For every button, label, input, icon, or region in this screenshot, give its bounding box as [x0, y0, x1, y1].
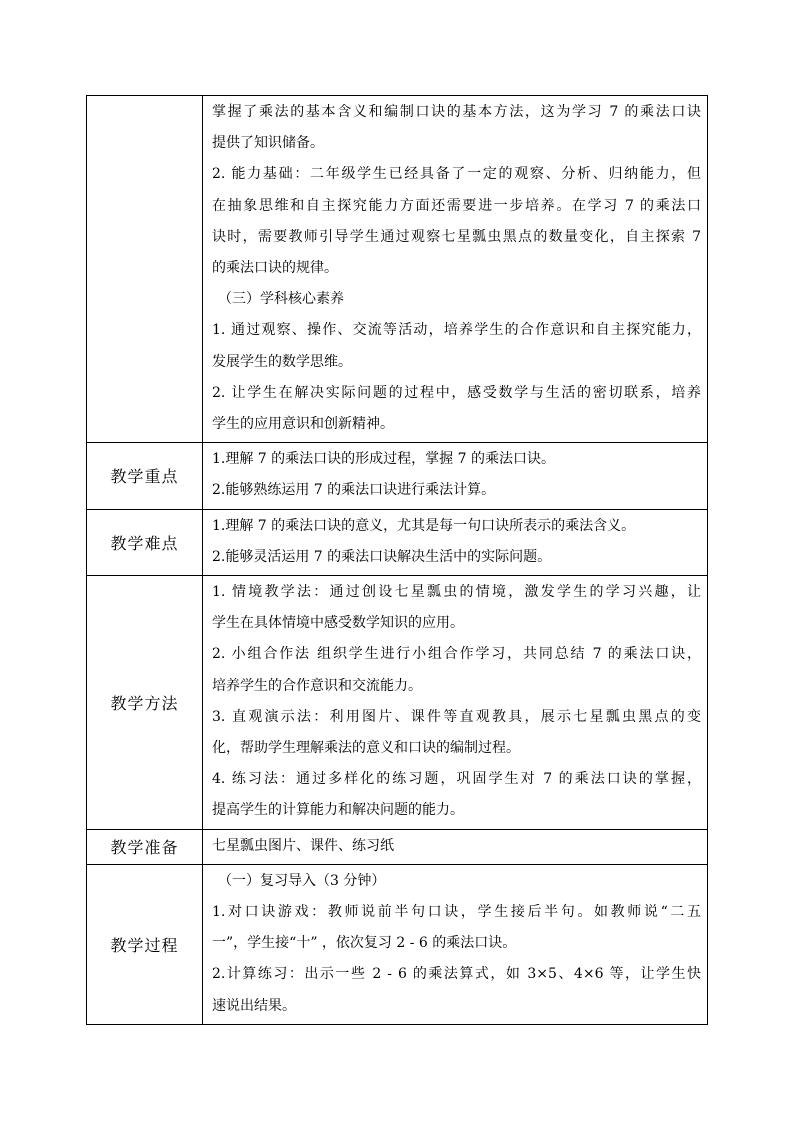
- text-line: 1.对口诀游戏：教师说前半句口诀，学生接后半句。如教师说“二五: [212, 904, 701, 921]
- row-content-preparation: [203, 829, 708, 864]
- section-heading: （三）学科核心素养: [218, 291, 344, 308]
- table-row-difficulties: [87, 509, 708, 575]
- text-line: 2. 能力基础：二年级学生已经具备了一定的观察、分析、归纳能力，但: [212, 166, 701, 183]
- text-line: 速说出结果。: [212, 997, 296, 1014]
- row-content-key-points: [203, 443, 708, 509]
- text-line: 提高学生的计算能力和解决问题的能力。: [212, 802, 464, 819]
- table-row-key-points: [87, 443, 708, 509]
- row-label-preparation: 教学准备: [87, 829, 203, 864]
- row-label-methods: 教学方法: [87, 576, 203, 830]
- text-line: 3. 直观演示法：利用图片、课件等直观教具，展示七星瓢虫黑点的变: [212, 708, 701, 725]
- text-line: 诀时，需要教师引导学生通过观察七星瓢虫黑点的数量变化，自主探索 7: [212, 228, 701, 245]
- row-label-empty: [87, 96, 203, 443]
- row-label-process: 教学过程: [87, 864, 203, 1024]
- text-line: 4. 练习法：通过多样化的练习题，巩固学生对 7 的乘法口诀的掌握，: [212, 771, 701, 788]
- text-line: 1.理解 7 的乘法口诀的形成过程，掌握 7 的乘法口诀。: [212, 451, 555, 468]
- lesson-plan-table: [86, 95, 708, 1025]
- text-line: 一”，学生接“十” ，依次复习 2 - 6 的乘法口诀。: [212, 935, 517, 952]
- row-content-difficulties: [203, 509, 708, 575]
- text-line: 2.计算练习：出示一些 2 - 6 的乘法算式，如 3×5、4×6 等，让学生快: [212, 966, 701, 983]
- section-heading: （一）复习导入（3 分钟）: [218, 872, 386, 889]
- row-content-process: [203, 864, 708, 1024]
- text-line: 1. 通过观察、操作、交流等活动，培养学生的合作意识和自主探究能力，: [212, 322, 701, 339]
- table-row-preparation: [87, 829, 708, 864]
- text-line: 1. 情境教学法：通过创设七星瓢虫的情境，激发学生的学习兴趣，让: [212, 584, 701, 601]
- text-line: 1.理解 7 的乘法口诀的意义，尤其是每一句口诀所表示的乘法含义。: [212, 517, 636, 534]
- table-row-methods: [87, 576, 708, 830]
- text-line: 化，帮助学生理解乘法的意义和口诀的编制过程。: [212, 740, 520, 757]
- table-row-background: [87, 96, 708, 443]
- text-line: 提供了知识储备。: [212, 135, 324, 152]
- text-line: 七星瓢虫图片、课件、练习纸: [212, 837, 394, 854]
- text-line: 的乘法口诀的规律。: [212, 260, 338, 277]
- text-line: 2.能够灵活运用 7 的乘法口诀解决生活中的实际问题。: [212, 548, 552, 565]
- text-line: 2. 让学生在解决实际问题的过程中，感受数学与生活的密切联系，培养: [212, 384, 701, 401]
- text-line: 2.能够熟练运用 7 的乘法口诀进行乘法计算。: [212, 482, 496, 499]
- text-line: 培养学生的合作意识和交流能力。: [212, 677, 422, 694]
- row-content-background: [203, 96, 708, 443]
- table-row-process: [87, 864, 708, 1024]
- text-line: 在抽象思维和自主探究能力方面还需要进一步培养。在学习 7 的乘法口: [212, 197, 701, 214]
- text-line: 发展学生的数学思维。: [212, 353, 352, 370]
- text-line: 2. 小组合作法 组织学生进行小组合作学习，共同总结 7 的乘法口诀，: [212, 646, 701, 663]
- row-label-key-points: 教学重点: [87, 443, 203, 509]
- row-content-methods: [203, 576, 708, 830]
- text-line: 学生在具体情境中感受数学知识的应用。: [212, 615, 464, 632]
- row-label-difficulties: 教学难点: [87, 509, 203, 575]
- text-line: 学生的应用意识和创新精神。: [212, 416, 394, 433]
- text-line: 掌握了乘法的基本含义和编制口诀的基本方法，这为学习 7 的乘法口诀: [212, 104, 701, 120]
